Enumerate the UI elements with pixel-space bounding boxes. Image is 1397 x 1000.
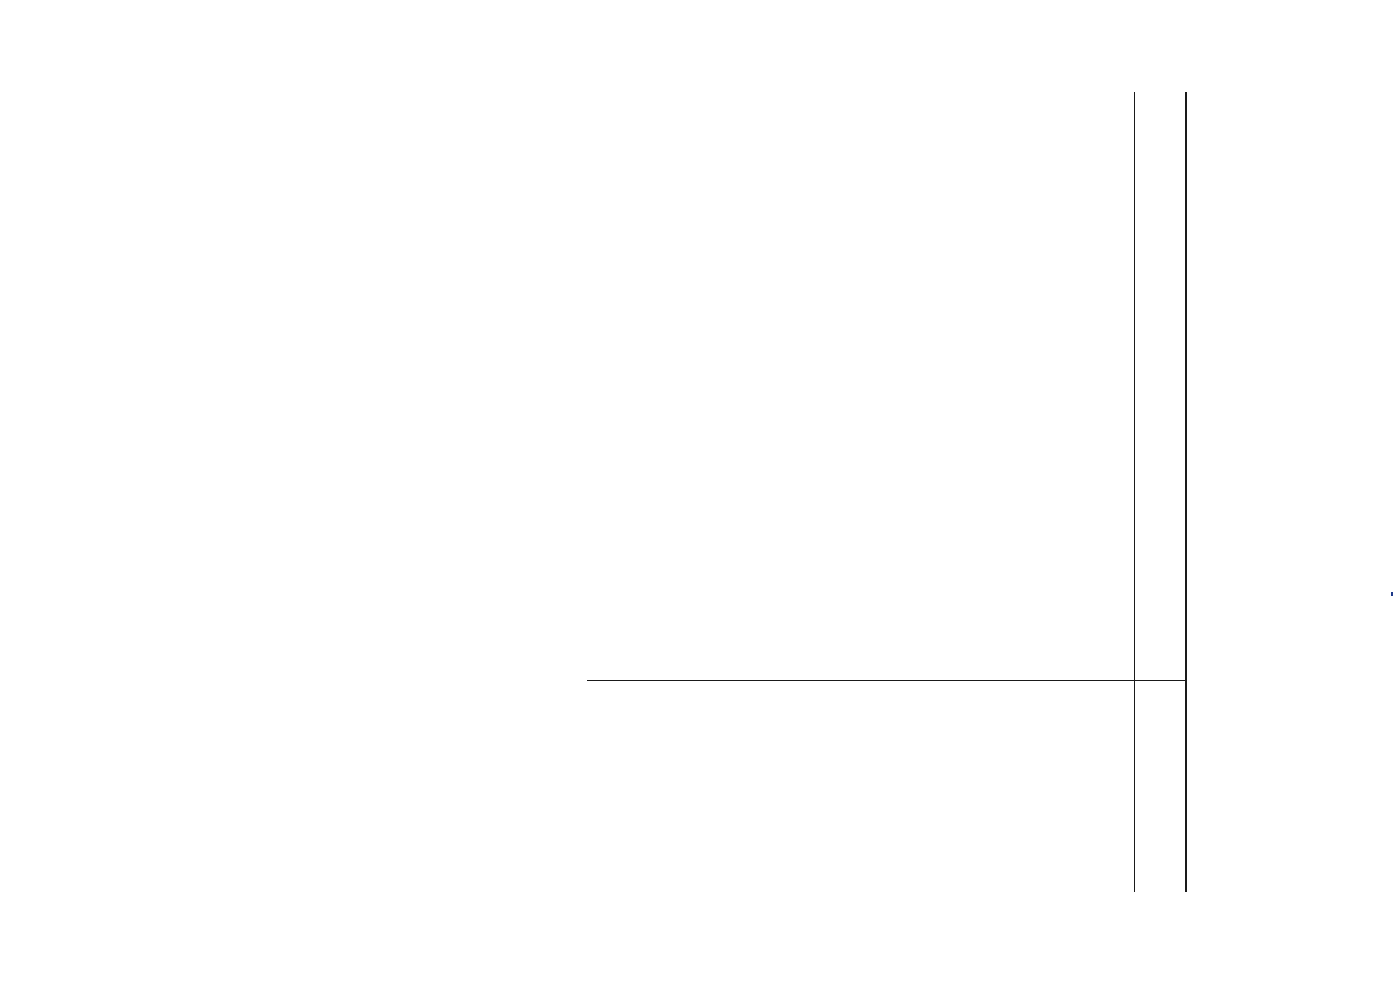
margin-note <box>1385 592 1397 600</box>
dfg-logo <box>1391 592 1393 596</box>
table1-top-rule <box>1185 92 1187 892</box>
table1-col-divider <box>587 680 1187 681</box>
table1-head-rule <box>1134 92 1135 892</box>
